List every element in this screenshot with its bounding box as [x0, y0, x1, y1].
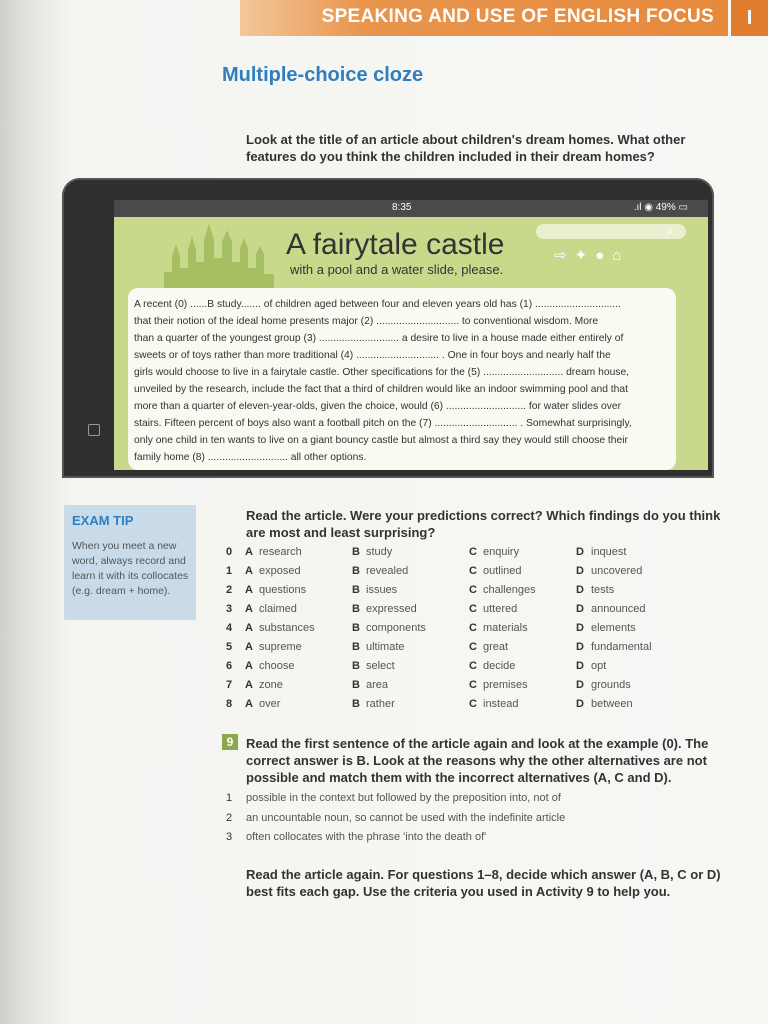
option-number: 0: [226, 546, 233, 558]
option-letter: A: [245, 641, 253, 653]
nav-icons: [554, 246, 629, 264]
option-text: zone: [259, 679, 283, 691]
option-letter: B: [352, 622, 360, 634]
option-letter: B: [352, 546, 360, 558]
option-letter: B: [352, 565, 360, 577]
option-row: [226, 565, 686, 584]
option-text: premises: [483, 679, 528, 691]
option-number: 6: [226, 660, 233, 672]
option-letter: B: [352, 660, 360, 672]
option-number: 7: [226, 679, 233, 691]
option-letter: A: [245, 584, 253, 596]
exam-tip-box: [64, 505, 196, 620]
unit-number-badge: I: [731, 0, 768, 36]
option-number: 1: [226, 565, 233, 577]
castle-illustration: [164, 222, 274, 288]
status-battery: [634, 202, 688, 213]
option-letter: D: [576, 622, 584, 634]
exam-tip-heading: EXAM TIP: [72, 513, 134, 528]
option-row: [226, 584, 686, 603]
exam-tip-body: When you meet a new word, always record and learn it with its collocates (e.g. dream + home).: [72, 540, 189, 597]
option-letter: C: [469, 565, 477, 577]
search-input[interactable]: [536, 224, 686, 239]
battery-percent: 49%: [655, 202, 676, 213]
tablet-home-button: [88, 424, 100, 436]
option-text: select: [366, 660, 395, 672]
option-number: 3: [226, 603, 233, 615]
option-letter: A: [245, 698, 253, 710]
home-icon[interactable]: ⌂: [612, 247, 630, 264]
option-number: 4: [226, 622, 233, 634]
activity-9-instruction: Read the first sentence of the article again and look at the example (0). The correct answer is B. Look at the reasons why the other alternatives are not possible and match them with the incorrect alternatives (A, C and D).: [246, 736, 709, 785]
article-line: than a quarter of the youngest group (3) ............................ a desire to live in a house made either entirely of: [134, 333, 624, 344]
option-text: rather: [366, 698, 395, 710]
textbook-page: SPEAKING AND USE OF ENGLISH FOCUS I Multiple-choice cloze Look at the title of an article about children's dream homes. What other features do you think the children included in their dream homes? 8:35 .ıl ◉ 49% ▭ A fairytale castle with a pool and a water slide, please. ⌕ ⇨✦●⌂ A recent (0) ......B study....... of children aged between four and eleven years old has (1) .............................. that their notion of the ideal home presents major (2) ............................. to conventional wisdom. More than a quarter of the youngest group (3) ............................ a desire to live in a house made either entirely of sweets or of toys rather than more traditional (4) ............................. . One in four boys and nearly half the girls would choose to live in a fairytale castle. Other specifications for the (5) ............................ dream house, unveiled by the research, include the fact that a third of children would like an indoor swimming pool and that more than a quarter of eleven-year-olds, given the choice, would (6) ............................ for water slides over stairs. Fifteen percent of boys also want a football pitch on the (7) ............................. . Somewhat surprisingly, only one child in ten wants to live on a giant bouncy castle but almost a third say they would still choose their family home (8) ............................ all other options. EXAM TIP When you meet a new word, always record and learn it with its collocates (e.g. dream + home). Read the article. Were your predictions correct? Which findings do you think are most and least surprising? 0 A research B study C enquiry D inquest 1 A exposed B revealed C outlined D uncovered 2 A questions B issues C challenges D tests 3 A claimed B expressed C uttered D announced 4 A substances B components C materials D elements 5 A supreme B ultimate C great D fundamental 6 A choose B select C decide D opt 7 A zone B area C premises D grounds 8 A over B rather C instead D between 9 Read the first sentence of the article again and look at the example (0). The correct answer is B. Look at the reasons why the other alternatives are not possible and match them with the incorrect alternatives (A, C and D). 1 possible in the context but followed by the preposition into, not of 2 an uncountable noun, so cannot be used with the indefinite article 3 often collocates with the phrase 'into the death of' Read the article again. For questions 1–8, decide which answer (A, B, C or D) best fits each gap. Use the criteria you used in Activity 9 to help you.: [0, 0, 768, 1024]
option-text: revealed: [366, 565, 409, 577]
option-text: enquiry: [483, 546, 520, 558]
option-text: opt: [591, 660, 607, 672]
option-letter: D: [576, 698, 584, 710]
option-letter: C: [469, 603, 477, 615]
article-line: only one child in ten wants to live on a giant bouncy castle but almost a third say they would still choose their: [134, 435, 628, 446]
option-letter: A: [245, 622, 253, 634]
option-letter: B: [352, 679, 360, 691]
option-letter: D: [576, 584, 584, 596]
option-number: 2: [226, 584, 233, 596]
profile-icon[interactable]: ●: [595, 247, 613, 264]
bird-icon[interactable]: ✦: [574, 247, 596, 264]
option-letter: D: [576, 546, 584, 558]
option-text: challenges: [483, 584, 536, 596]
activity-number-badge: 9: [222, 734, 238, 750]
option-text: research: [259, 546, 302, 558]
option-letter: B: [352, 603, 360, 615]
option-letter: A: [245, 565, 253, 577]
option-text: choose: [259, 660, 295, 672]
option-text: questions: [259, 584, 307, 596]
instruction-3: Read the article again. For questions 1–8, decide which answer (A, B, C or D) best fits each gap. Use the criteria you used in Activity 9 to help you.: [246, 867, 721, 899]
option-letter: B: [352, 641, 360, 653]
option-letter: A: [245, 546, 253, 558]
option-letter: C: [469, 622, 477, 634]
article-line: girls would choose to live in a fairytale castle. Other specifications for the (5) ............................ dream house,: [134, 367, 630, 378]
page-title: Multiple-choice cloze: [222, 64, 424, 86]
article-line: sweets or of toys rather than more traditional (4) ............................. . One in four boys and nearly half the: [134, 350, 611, 361]
option-text: study: [366, 546, 393, 558]
option-text: area: [366, 679, 389, 691]
option-text: announced: [591, 603, 646, 615]
option-letter: D: [576, 641, 584, 653]
article-subtitle: with a pool and a water slide, please.: [290, 262, 504, 277]
option-row: [226, 698, 686, 717]
option-text: between: [591, 698, 633, 710]
section-header-title: SPEAKING AND USE OF ENGLISH FOCUS: [321, 6, 714, 27]
tablet-screen: [114, 200, 708, 470]
article-line: family home (8) ............................ all other options.: [134, 452, 367, 463]
option-text: instead: [483, 698, 519, 710]
article-line: more than a quarter of eleven-year-olds, given the choice, would (6) ............................ for water slides over: [134, 401, 622, 412]
signal-icon: .ıl ◉: [633, 202, 656, 213]
option-letter: C: [469, 584, 477, 596]
article-body: [134, 296, 664, 466]
option-number: 8: [226, 698, 233, 710]
option-letter: A: [245, 603, 253, 615]
option-number: 5: [226, 641, 233, 653]
option-letter: B: [352, 584, 360, 596]
option-letter: D: [576, 660, 584, 672]
option-row: [226, 641, 686, 660]
instruction-2: Read the article. Were your predictions correct? Which findings do you think are most and least surprising?: [246, 508, 721, 540]
option-text: ultimate: [366, 641, 405, 653]
option-letter: C: [469, 641, 477, 653]
option-row: [226, 679, 686, 698]
option-text: uttered: [483, 603, 518, 615]
option-text: tests: [591, 584, 615, 596]
option-text: issues: [366, 584, 398, 596]
option-letter: C: [469, 679, 477, 691]
option-row: [226, 546, 686, 565]
article-line: that their notion of the ideal home presents major (2) ............................. to conventional wisdom. More: [134, 316, 599, 327]
option-row: [226, 622, 686, 641]
option-letter: C: [469, 660, 477, 672]
section-header-bar: [240, 0, 728, 36]
article-line: A recent (0) ......B study....... of children aged between four and eleven years old has (1) ..............................: [134, 299, 621, 310]
status-bar: [114, 200, 708, 217]
option-text: substances: [259, 622, 315, 634]
instruction-1: Look at the title of an article about children's dream homes. What other features do you think the children included in their dream homes?: [246, 132, 686, 164]
option-text: outlined: [483, 565, 522, 577]
option-text: claimed: [259, 603, 297, 615]
option-text: expressed: [366, 603, 417, 615]
option-text: fundamental: [591, 641, 652, 653]
option-letter: B: [352, 698, 360, 710]
option-text: components: [366, 622, 426, 634]
option-letter: C: [469, 546, 477, 558]
option-letter: A: [245, 679, 253, 691]
article-title: A fairytale castle: [286, 228, 505, 261]
option-row: [226, 603, 686, 622]
option-text: elements: [591, 622, 636, 634]
option-row: [226, 660, 686, 679]
option-letter: D: [576, 565, 584, 577]
option-text: over: [259, 698, 281, 710]
option-letter: D: [576, 679, 584, 691]
option-text: inquest: [591, 546, 627, 558]
option-text: great: [483, 641, 509, 653]
battery-icon: ▭: [675, 202, 688, 213]
option-letter: D: [576, 603, 584, 615]
option-text: materials: [483, 622, 528, 634]
option-letter: C: [469, 698, 477, 710]
article-line: stairs. Fifteen percent of boys also want a football pitch on the (7) ............................. . Somewhat surprisingly,: [134, 418, 632, 429]
option-text: decide: [483, 660, 516, 672]
option-text: uncovered: [591, 565, 643, 577]
option-text: exposed: [259, 565, 301, 577]
search-icon[interactable]: ⌕: [666, 222, 674, 238]
article-line: unveiled by the research, include the fact that a third of children would like an indoor swimming pool and that: [134, 384, 628, 395]
status-time: 8:35: [392, 202, 412, 213]
option-text: grounds: [591, 679, 631, 691]
option-letter: A: [245, 660, 253, 672]
share-icon[interactable]: ⇨: [554, 247, 575, 264]
option-text: supreme: [259, 641, 302, 653]
